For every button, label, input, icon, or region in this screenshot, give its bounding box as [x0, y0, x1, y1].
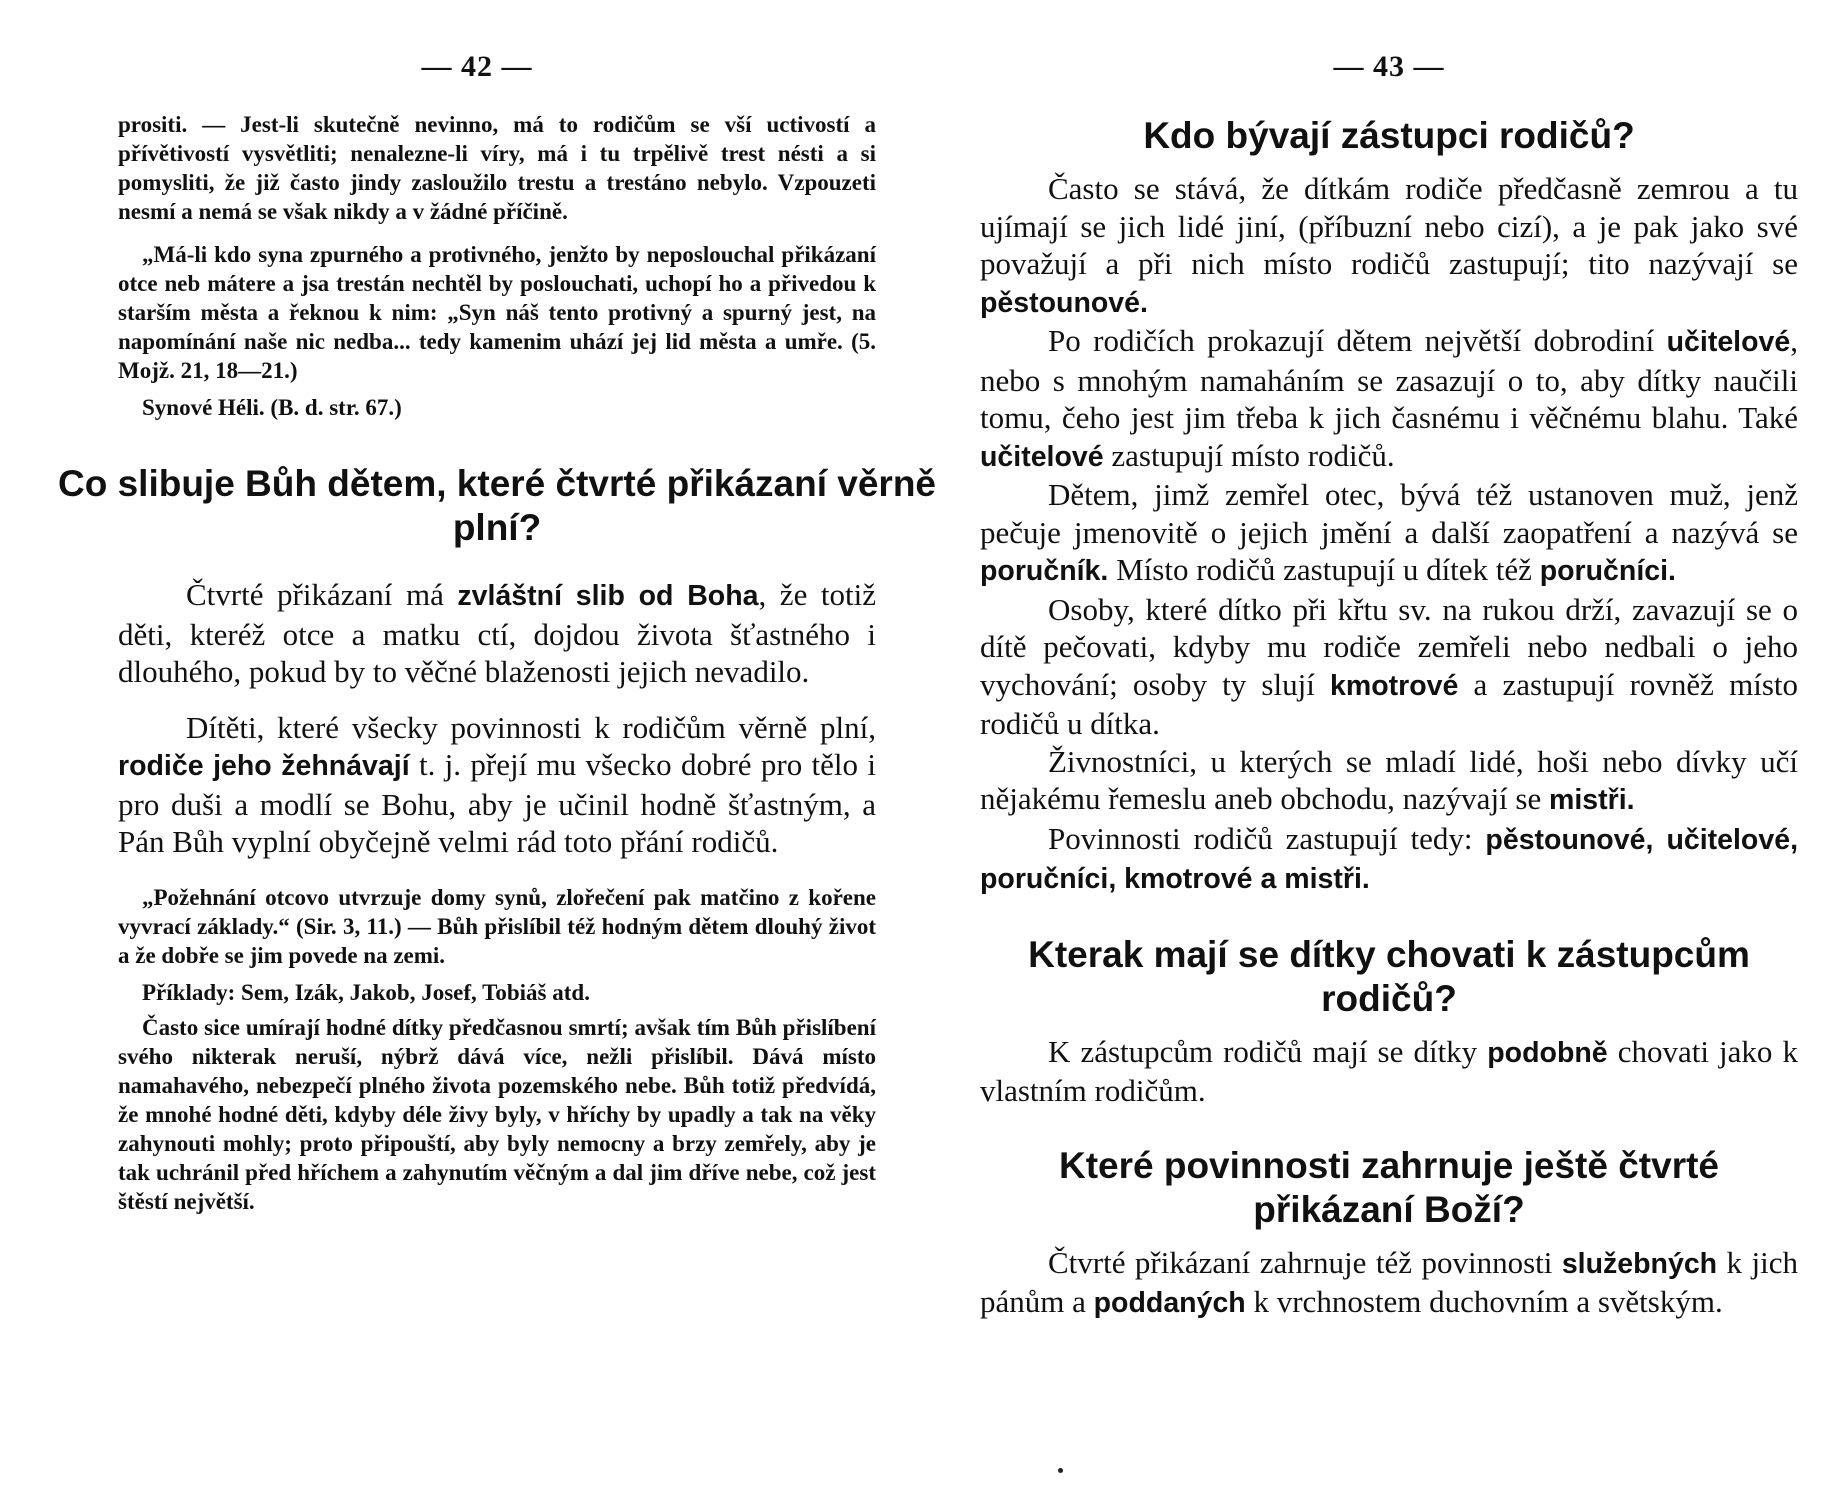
paragraph: Živnostníci, u kterých se mladí lidé, hoši nebo dívky učí nějakému řemeslu aneb obchodu, nazývají se mistři. [980, 743, 1798, 816]
keyword: zvláštní slib od Boha [457, 580, 759, 612]
left-page [57, 0, 936, 1216]
page-number: — 43 — [1333, 50, 1445, 83]
paragraph: Často se stává, že dítkám rodiče předčasně zemrou a tu ujímají se jich lidé jiní, (příbuzní nebo cizí), a je pak jako své považují a při nich místo rodičů zastupují; tito nazývají se pěstounové. [980, 171, 1798, 319]
keyword: podobně [1487, 1036, 1608, 1069]
paragraph: Povinnosti rodičů zastupují tedy: pěstounové, učitelové, poručníci, kmotrové a mistři. [980, 820, 1798, 895]
keyword: učitelové [980, 440, 1104, 473]
keyword: poručníci. [1539, 555, 1676, 587]
page-number: — 42 — [421, 50, 533, 83]
question-heading: Kterak mají se dítky chovati k zástupcům rodičů? [1028, 933, 1750, 1019]
keyword: poručník. [980, 555, 1109, 587]
paragraph: prositi. — Jest-li skutečně nevinno, má to rodičům se vší uctivostí a přívětivostí vysvětliti; nenalezne-li víry, má i tu trpělivě trest nésti a si pomysliti, že již často jindy zasloužilo trestu a trestáno nebylo. Vzpouzeti nesmí a nemá se však nikdy a v žádné příčině. [118, 112, 876, 224]
examples: Příklady: Sem, Izák, Jakob, Josef, Tobiáš atd. [142, 979, 590, 1005]
quote-paragraph: „Má-li kdo syna zpurného a protivného, jenžto by neposlouchal přikázaní otce neb mátere a jsa trestán nechtěl by poslouchati, uchopí ho a přivedou k starším města a řeknou k nim: „Syn náš tento protivný a spurný jest, na napomínání naše nic nedba... tedy kamenim uhází jej lid města a umře. (5. Mojž. 21, 18—21.) [118, 242, 876, 383]
paragraph: K zástupcům rodičů mají se dítky podobně chovati jako k vlastním rodičům. [980, 1033, 1798, 1108]
paragraph: Čtvrté přikázaní zahrnuje též povinnosti služebných k jich pánům a poddaných k vrchnostem duchovním a světským. [980, 1244, 1798, 1319]
paragraph: Dítěti, které všecky povinnosti k rodičům věrně plní, rodiče jeho žehnávají t. j. přejí mu všecko dobré pro tělo i pro duši a modlí se Bohu, aby je učinil hodně šťastným, a Pán Bůh vyplní obyčejně velmi rád toto přání rodičů. [118, 709, 877, 859]
paragraph: Po rodičích prokazují dětem největší dobrodiní učitelové, nebo s mnohým namaháním se zasazují o to, aby dítky naučili tomu, čeho jest jim třeba k jich časnému i věčnému blahu. Také učitelové zastupují místo rodičů. [980, 323, 1798, 473]
reference: Synové Héli. (B. d. str. 67.) [142, 395, 402, 420]
question-heading: Co slibuje Bůh dětem, které čtvrté přikázaní věrně plní? [57, 463, 936, 548]
quote-paragraph: „Požehnání otcovo utvrzuje domy synů, zlořečení pak matčino z kořene vyvrací základy.“ (Sir. 3, 11.) — Bůh přislíbil též hodným dětem dlouhý život a že dobře se jim povede na zemi. [118, 884, 876, 968]
keyword: pěstounové. [980, 286, 1148, 319]
paragraph: Dětem, jimž zemřel otec, bývá též ustanoven muž, jenž pečuje jmenovitě o jejich jmění a další zaopatření a nazývá se poručník. Místo rodičů zastupují u dítek též poručníci. [980, 477, 1798, 587]
print-speck [1058, 1468, 1063, 1473]
question-heading: Které povinnosti zahrnuje ještě čtvrté přikázaní Boží? [1058, 1144, 1719, 1230]
paragraph: Čtvrté přikázaní má zvláštní slib od Boha, že totiž děti, kteréž otce a matku ctí, dojdou života šťastného i dlouhého, pokud by to věčné blaženosti jejich nevadilo. [118, 577, 876, 689]
keyword: mistři. [1549, 784, 1635, 816]
question-heading: Kdo bývají zástupci rodičů? [1143, 115, 1635, 156]
keyword: poddaných [1093, 1287, 1246, 1319]
paragraph: Osoby, které dítko při křtu sv. na rukou drží, zavazují se o dítě pečovati, kdyby mu rodiče zemřeli nebo nedbali o jeho vychování; osoby ty slují kmotrové a zastupují rovněž místo rodičů u dítka. [980, 591, 1798, 741]
paragraph: Často sice umírají hodné dítky předčasnou smrtí; avšak tím Bůh přislíbení svého nikterak neruší, nýbrž dává více, nežli přislíbil. Dává místo namahavého, nebezpečí plného života pozemského nebe. Bůh totiž předvídá, že mnohé hodné děti, kdyby déle živy byly, v hříchy by upadly a tak na věky zahynouti mohly; proto připouští, aby byly nemocny a brzy zemřely, aby je tak uchránil před hříchem a zahynutím věčným a dal jim dříve nebe, což jest štěstí největší. [118, 1014, 876, 1214]
keyword: kmotrové [1330, 669, 1459, 702]
keyword: učitelové [1666, 326, 1791, 358]
right-page [980, 0, 1798, 1323]
keyword: rodiče jeho žehnávají [118, 750, 410, 782]
keyword: služebných [1561, 1247, 1718, 1280]
keyword: pěstounové, učitelové, poručníci, kmotrové a mistři. [980, 823, 1798, 895]
